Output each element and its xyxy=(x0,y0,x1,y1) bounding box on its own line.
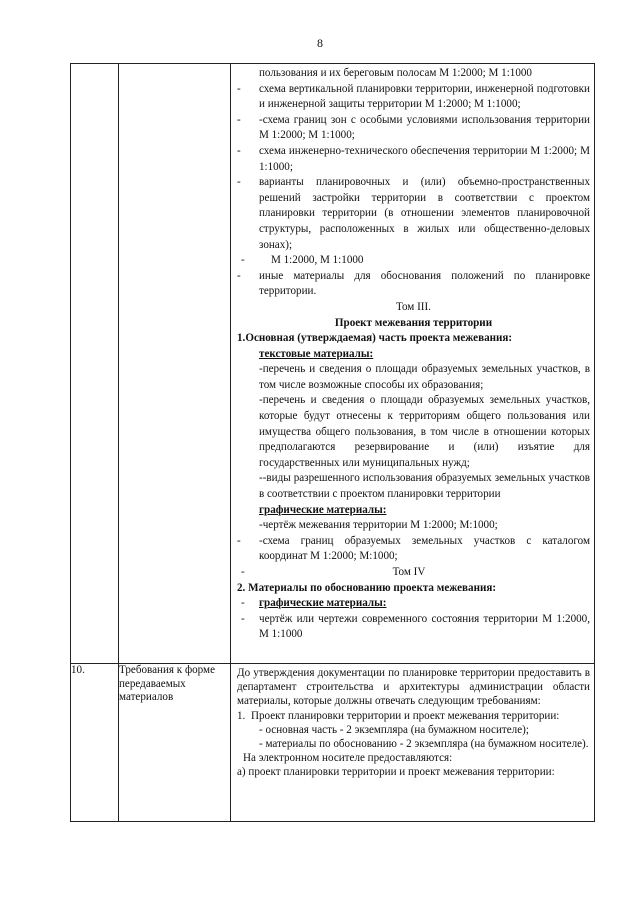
requirements-table xyxy=(70,63,595,822)
list-item: - варианты планировочных и (или) объемно-пространственных решений застройки территории в соответствии с проектом планировки территории (в отношении элементов планировочной структуры, расположенных в жилых или общественно-деловых зонах); xyxy=(237,176,590,251)
list-item: - чертёж или чертежи современного состояния территории М 1:2000, М 1:1000 xyxy=(241,612,590,641)
row-title-cell: Требования к форме передаваемых материалов xyxy=(119,664,231,822)
text-materials-label: текстовые материалы: xyxy=(259,347,374,360)
list-item: - графические материалы: xyxy=(241,597,387,610)
electronic-heading: На электронном носителе предоставляются: xyxy=(243,752,453,765)
table-row xyxy=(71,64,595,664)
list-item: - -схема границ зон с особыми условиями использования территории М 1:2000; М 1:1000; xyxy=(237,113,590,142)
volume-3-title: Проект межевания территории xyxy=(334,316,493,329)
list-item: - иные материалы для обоснования положений по планировке территории. xyxy=(237,269,590,298)
list-item: - схема инженерно-технического обеспечения территории М 1:2000; М 1:1000; xyxy=(237,144,590,173)
row-content-cell xyxy=(231,64,595,664)
scale-line: - М 1:2000, М 1:1000 xyxy=(241,254,364,267)
list-item: а) проект планировки территории и проект межевания территории: xyxy=(237,766,555,779)
graphic-materials-label: графические материалы: xyxy=(259,503,387,516)
intro-paragraph: До утверждения документации по планировке территории предоставить в департамент строительства и архитектуры администрации области материалы, которые должны отвечать следующим требованиям: xyxy=(237,667,590,708)
list-item: -чертёж межевания территории М 1:2000; М:1000; xyxy=(259,519,498,532)
list-item: - основная часть - 2 экземпляра (на бумажном носителе); xyxy=(259,723,529,736)
part-2-heading: 2. Материалы по обоснованию проекта межевания: xyxy=(237,581,497,594)
volume-3-label: Том III. xyxy=(396,300,431,313)
list-item: - материалы по обоснованию - 2 экземпляра (на бумажном носителе). xyxy=(259,738,589,751)
continuation-line: пользования и их береговым полосам М 1:2000; М 1:1000 xyxy=(259,67,532,79)
list-item: - схема вертикальной планировки территории, инженерной подготовки и инженерной защиты территории М 1:2000; М 1:1000; xyxy=(237,82,590,111)
part-1-heading: 1.Основная (утверждаемая) часть проекта межевания: xyxy=(237,332,513,345)
row-number-cell xyxy=(71,64,119,664)
row-number-cell: 10. xyxy=(71,664,119,822)
list-item: 1. Проект планировки территории и проект межевания территории: xyxy=(237,709,560,722)
volume-4-line: - Том IV xyxy=(241,566,426,578)
table-row xyxy=(71,664,595,822)
row-content-cell xyxy=(231,664,595,822)
list-item: --виды разрешенного использования образуемых земельных участков в соответствии с проектом планировки территории xyxy=(259,472,590,501)
list-item: -перечень и сведения о площади образуемых земельных участков, которые будут отнесены к территориям общего пользования или имущества общего пользования, в том числе в отношении которых предполагаются резервирование и (или) изъятие для государственных или муниципальных нужд; xyxy=(259,394,590,469)
list-item: -перечень и сведения о площади образуемых земельных участков, в том числе возможные способы их образования; xyxy=(259,363,590,391)
page-number: 8 xyxy=(317,36,323,50)
row-title-cell xyxy=(119,64,231,664)
list-item: - -схема границ образуемых земельных участков с каталогом координат М 1:2000; М:1000; xyxy=(237,534,590,563)
